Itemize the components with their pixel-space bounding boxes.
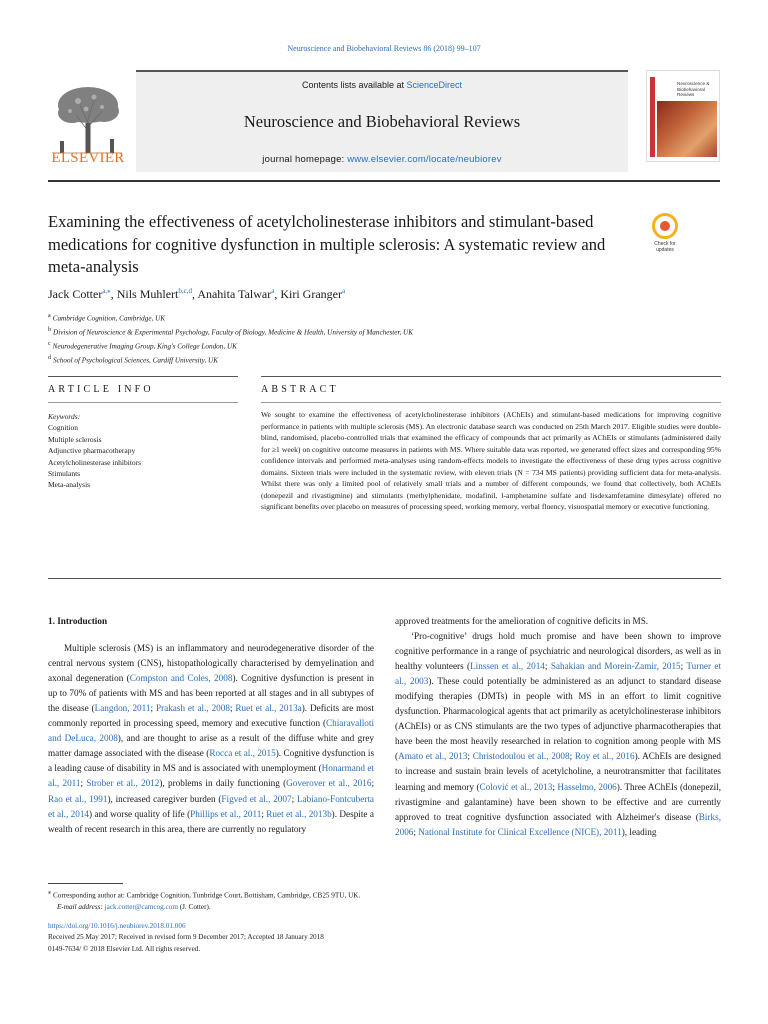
- affiliation-text: School of Psychological Sciences, Cardiff University, UK: [53, 356, 219, 365]
- crossmark-label-line1: Check for: [654, 241, 676, 247]
- contents-prefix: Contents lists available at: [301, 80, 407, 90]
- article-info-heading: ARTICLE INFO: [48, 384, 154, 395]
- affiliation-key: b: [48, 326, 51, 333]
- check-for-updates-badge[interactable]: [646, 213, 684, 261]
- citation-link[interactable]: Turner et al., 2003: [395, 661, 722, 687]
- introduction-paragraph-1: Multiple sclerosis (MS) is an inflammatory and neurodegenerative disorder of the central nervous system (CNS), histopathologically characterised by demyelination and axonal degeneration (Compston and Coles, 2008). Cognitive dysfunction is present in up to 70% of patients with MS and has been reported at all stages and in all subtypes of the disease (Langdon, 2011; Prakash et al., 2008; Ruet et al., 2013a). Deficits are most commonly reported in processing speed, memory and executive function (Chiaravalloti and DeLuca, 2008), and are thought to arise as a result of the diffuse white and grey matter damage associated with the disease (Rocca et al., 2015). Cognitive dysfunction is a leading cause of disability in MS and is associated with unemployment (Honarmand et al., 2011; Strober et al., 2012), problems in daily functioning (Goverover et al., 2016; Rao et al., 1991), increased caregiver burden (Figved et al., 2007; Labiano-Fontcuberta et al., 2014) and worse quality of life (Phillips et al., 2011; Ruet et al., 2013b). Despite a wealth of recent research in this area, there are currently no regulatory: [48, 643, 375, 834]
- footnote-block: [48, 888, 728, 913]
- keywords-label: Keywords:: [48, 412, 81, 421]
- author-affiliation-mark[interactable]: b,c,d: [178, 287, 192, 295]
- affiliation-item: [48, 339, 648, 353]
- crossmark-icon: [652, 213, 678, 239]
- abstract-text: We sought to examine the effectiveness of acetylcholinesterase inhibitors (AChEIs) and stimulant-based medications for improving cognitive performance in patients with multiple sclerosis (MS). An electronic database search was conducted on 25th March 2017. Eligible studies were double-blind, randomised, placebo-controlled trials that examined the efficacy of compounds that act primarily as AChEIs or stimulants (administered daily for ≥1 week) on cognitive outcome measures in patients with MS. Where suitable data was reported, we generated effect sizes and corresponding 95% confidence intervals and performed meta-analyses using random-effects models to investigate the effectiveness of these drug types across cognitive domains. Sixteen trials were included in the systematic review, with eleven trials (N = 734 MS patients) providing sufficient data for meta-analysis. Whilst there was only a limited pool of relatively small trials and a number of different compounds, we found that collectively, both AChEIs (donepezil and rivastigmine) and stimulants (methylphenidate, modafinil, l-amphetamine sulfate and lisdexamfetamine dimesylate) offered no significant benefits over placebo on measures of processing speed, working memory, verbal fluency, visuospatial memory or executive functioning.: [261, 410, 721, 512]
- keyword-item: Stimulants: [48, 469, 81, 479]
- copyright-line: 0149-7634/ © 2018 Elsevier Ltd. All rights reserved.: [48, 944, 201, 953]
- email-line: [48, 902, 728, 914]
- email-link[interactable]: jack.cotter@camcog.com: [104, 902, 178, 911]
- author-name[interactable]: Kiri Granger: [280, 287, 342, 301]
- author-affiliation-mark[interactable]: a,⁎: [102, 287, 111, 295]
- keyword-item: Acetylcholinesterase inhibitors: [48, 457, 142, 467]
- citation-link[interactable]: Hasselmo, 2006: [557, 781, 617, 792]
- crossmark-label-line2: updates: [656, 247, 674, 253]
- keywords-block: [48, 411, 238, 491]
- affiliation-key: c: [48, 340, 51, 347]
- author-list: Jack Cotter$^{a,⁎}$, Nils Muhlert$^{b,c,d}$, Anahita Talwar$^a$, Kiri Granger$^a$: [48, 287, 346, 301]
- affiliation-item: [48, 353, 648, 367]
- affiliation-item: [48, 325, 648, 339]
- keyword-item: Meta-analysis: [48, 480, 91, 490]
- citation-link[interactable]: Rocca et al., 2015: [209, 748, 276, 759]
- masthead-divider: [48, 180, 720, 182]
- citation-link[interactable]: Honarmand et al., 2011: [48, 763, 374, 789]
- journal-homepage-link[interactable]: www.elsevier.com/locate/neubiorev: [347, 154, 502, 165]
- article-title: Examining the effectiveness of acetylcholinesterase inhibitors and stimulant-based medications for cognitive dysfunction in multiple sclerosis: A systematic review and meta-analysis: [48, 212, 606, 276]
- cover-title: Neuroscience & Biobehavioral Reviews: [677, 81, 710, 97]
- citation-link[interactable]: Linssen et al., 2014: [470, 661, 545, 672]
- citation-link[interactable]: Compston and Coles, 2008: [129, 673, 233, 684]
- citation-link[interactable]: Prakash et al., 2008: [155, 703, 230, 714]
- abstract-top-rule: [261, 376, 721, 377]
- citation-link[interactable]: Strober et al., 2012: [86, 778, 160, 789]
- footnote-divider: [48, 883, 123, 884]
- citation-link[interactable]: Chiaravalloti and DeLuca, 2008: [48, 718, 374, 744]
- abstract-sub-rule: [261, 402, 721, 403]
- footnote-text: Corresponding author at: Cambridge Cognition, Tunbridge Court, Bottisham, Cambridge, CB25 9TU, UK.: [53, 891, 361, 900]
- affiliation-list: [48, 311, 648, 367]
- keyword-item: Adjunctive pharmacotherapy: [48, 446, 136, 456]
- contents-available-line: [136, 80, 628, 90]
- doi-link[interactable]: https://doi.org/10.1016/j.neubiorev.2018.01.006: [48, 922, 186, 930]
- author-name[interactable]: Nils Muhlert: [116, 287, 179, 301]
- footnote-mark: ⁎: [48, 890, 51, 896]
- journal-masthead: [48, 70, 720, 178]
- affiliation-item: [48, 311, 648, 325]
- corresponding-author-note: [48, 888, 728, 902]
- citation-link[interactable]: Roy et al., 2016: [574, 751, 635, 762]
- author-affiliation-mark[interactable]: a: [341, 287, 346, 295]
- citation-link[interactable]: Sahakian and Morein-Zamir, 2015: [550, 661, 681, 672]
- journal-cover-thumbnail[interactable]: [646, 70, 720, 162]
- citation-link[interactable]: Labiano-Fontcuberta et al., 2014: [48, 793, 374, 819]
- cover-image: [657, 101, 717, 157]
- article-metadata: [48, 921, 728, 955]
- citation-link[interactable]: Goverover et al., 2016: [286, 778, 372, 789]
- article-info-top-rule: [48, 376, 238, 377]
- masthead-center-panel: [136, 70, 628, 172]
- citation-link[interactable]: Ruet et al., 2013b: [266, 808, 332, 819]
- article-info-sub-rule: [48, 402, 238, 403]
- affiliation-key: d: [48, 354, 51, 361]
- email-label: E-mail address:: [57, 902, 103, 911]
- elsevier-wordmark: ELSEVIER: [51, 150, 125, 166]
- received-dates: Received 25 May 2017; Received in revised form 9 December 2017; Accepted 18 January 2018: [48, 933, 324, 942]
- journal-reference-link[interactable]: Neuroscience and Biobehavioral Reviews 86 (2018) 99–107: [287, 44, 481, 53]
- email-suffix: (J. Cotter).: [177, 902, 211, 911]
- introduction-paragraph-2: ‘Pro-cognitive’ drugs hold much promise and have been shown to improve cognitive performance in a range of psychiatric and neurological disorders, as well as in healthy volunteers (Linssen et al., 2014; Sahakian and Morein-Zamir, 2015; Turner et al., 2003). These could potentially be administered as an adjunct to standard disease modifying therapies (DMTs) in people with MS in an effort to limit cognitive dysfunction. Pharmacological agents that act primarily as acetylcholinesterase inhibitors (AChEIs) or as CNS stimulants are the two types of adjunctive pharmacotherapies that have been the most heavily researched in relation to cognition among people with MS (Amato et al., 2013; Christodoulou et al., 2008; Roy et al., 2016). AChEIs are designed to increase and sustain brain levels of acetylcholine, a neurotransmitter that facilitates learning and memory (Colović et al., 2013; Hasselmo, 2006). Three AChEIs (donepezil, rivastigmine and galantamine) have been shown to be effective and are currently approved to treat cognitive dysfunction associated with Alzheimer's disease (Birks, 2006; National Institute for Clinical Excellence (NICE), 2011), leading: [395, 631, 722, 837]
- author-name[interactable]: Jack Cotter: [48, 287, 103, 301]
- homepage-prefix: journal homepage:: [262, 154, 348, 165]
- citation-link[interactable]: National Institute for Clinical Excellence (NICE), 2011: [418, 826, 622, 837]
- affiliation-key: a: [48, 313, 51, 319]
- keyword-item: Cognition: [48, 423, 79, 433]
- author-name[interactable]: Anahita Talwar: [197, 287, 272, 301]
- citation-link[interactable]: Figved et al., 2007: [221, 793, 292, 804]
- citation-link[interactable]: Christodoulou et al., 2008: [472, 751, 570, 762]
- citation-link[interactable]: Phillips et al., 2011: [190, 808, 262, 819]
- keyword-list: [48, 422, 238, 490]
- citation-link[interactable]: Birks, 2006: [395, 811, 721, 837]
- citation-link[interactable]: Amato et al., 2013: [398, 751, 468, 762]
- abstract-heading: ABSTRACT: [261, 384, 339, 395]
- abstract-bottom-rule: [48, 578, 721, 579]
- sciencedirect-link[interactable]: ScienceDirect: [406, 80, 463, 90]
- cover-color-band: [650, 77, 655, 157]
- journal-title: Neuroscience and Biobehavioral Reviews: [243, 112, 521, 131]
- body-column-left: [48, 614, 374, 837]
- citation-link[interactable]: Langdon, 2011: [94, 703, 151, 714]
- affiliation-text: Division of Neuroscience & Experimental Psychology, Faculty of Biology, Medicine & Health, University of Manchester, UK: [53, 328, 414, 337]
- affiliation-text: Cambridge Cognition, Cambridge, UK: [52, 314, 166, 323]
- introduction-paragraph-1-continued: approved treatments for the amelioration of cognitive deficits in MS.: [395, 616, 649, 626]
- introduction-heading: 1. Introduction: [48, 616, 108, 626]
- citation-link[interactable]: Rao et al., 1991: [48, 793, 108, 804]
- affiliation-text: Neurodegenerative Imaging Group, King's College London, UK: [52, 342, 237, 351]
- crossmark-label: [646, 241, 684, 253]
- citation-link[interactable]: Colović et al., 2013: [479, 781, 553, 792]
- author-affiliation-mark[interactable]: a: [271, 287, 275, 295]
- body-column-right: [395, 614, 721, 840]
- citation-link[interactable]: Ruet et al., 2013a: [235, 703, 302, 714]
- journal-homepage-line: [136, 154, 628, 165]
- keyword-item: Multiple sclerosis: [48, 434, 102, 444]
